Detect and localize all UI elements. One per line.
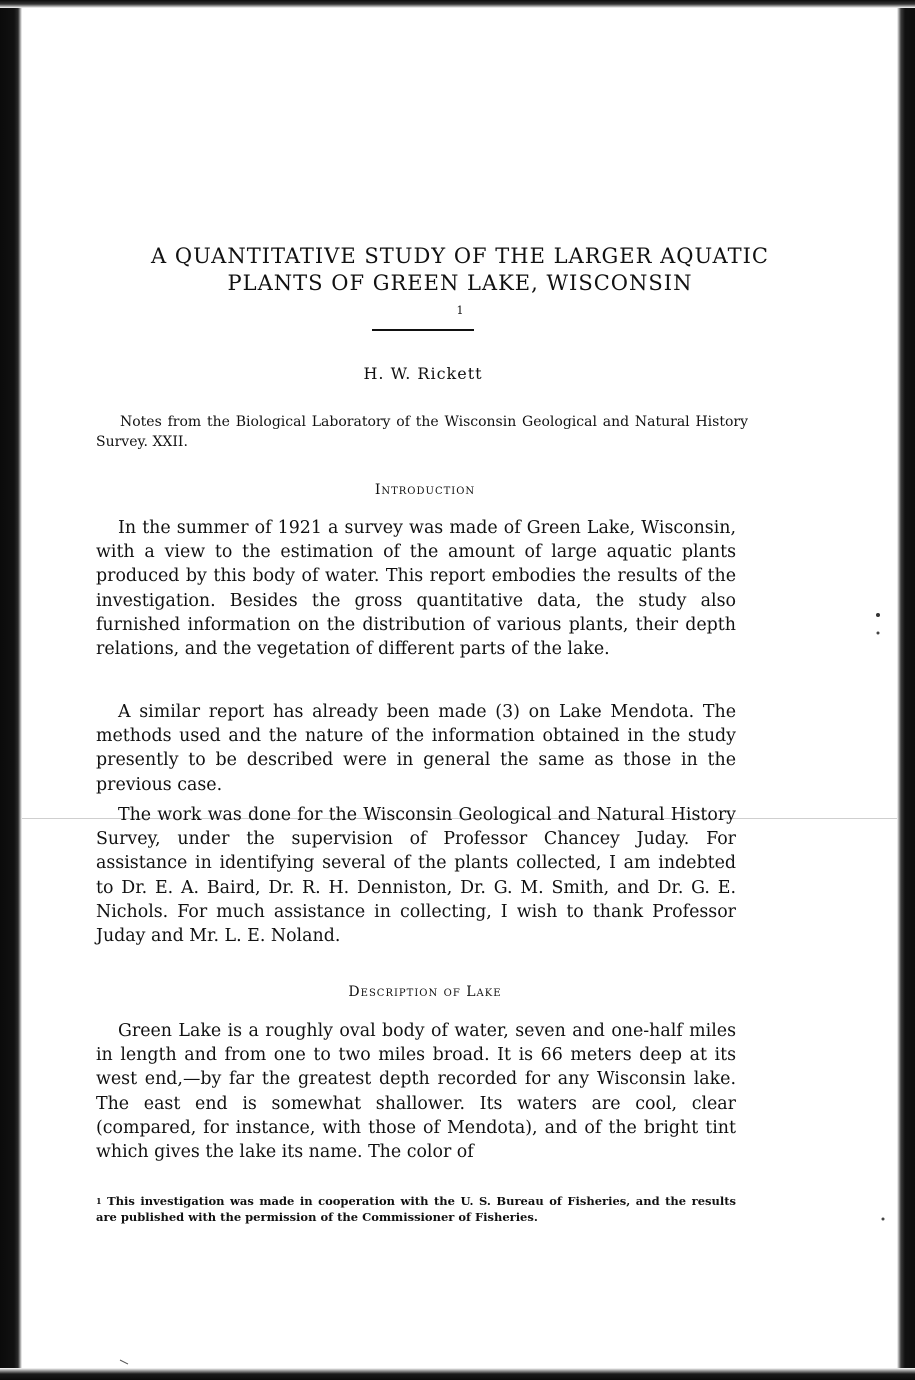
speck-3 [882, 1218, 885, 1221]
scan-edge-bottom [0, 1368, 915, 1380]
title-line-2-text: PLANTS OF GREEN LAKE, WISCONSIN [227, 271, 693, 295]
footnote-marker: 1 [96, 1196, 102, 1206]
description-paragraph-1-text: Green Lake is a roughly oval body of water, seven and one-half miles in length and from one to two miles broad. It is 66 meters deep at its west end,—by far the greatest depth recorded for any Wisconsin lake. The east end is somewhat shallower. Its waters are cool, clear (compared, for instance, with those of Mendota), and of the bright tint which gives the lake its name. The color of [96, 1021, 736, 1163]
intro-paragraph-1 [96, 516, 736, 661]
intro-paragraph-2 [96, 700, 736, 797]
footnote-text: This investigation was made in cooperation with the U. S. Bureau of Fisheries, and the results are published with the permission of the Commissioner of Fisheries. [96, 1194, 736, 1224]
description-paragraph-1 [96, 1019, 736, 1164]
section-heading-description: Description of Lake [348, 984, 502, 1000]
title-line-1: A QUANTITATIVE STUDY OF THE LARGER AQUATIC [151, 244, 769, 268]
intro-paragraph-2-text: A similar report has already been made (3) on Lake Mendota. The methods used and the nature of the information obtained in the study presently to be described were in general the same as those in the previous case. [96, 702, 736, 795]
title-line-2 [60, 270, 860, 324]
speck-4 [120, 1360, 128, 1364]
author-name: H. W. Rickett [363, 364, 483, 383]
intro-paragraph-3-text: The work was done for the Wisconsin Geological and Natural History Survey, under the supervision of Professor Chancey Juday. For assistance in identifying several of the plants collected, I am indebted to Dr. E. A. Baird, Dr. R. H. Denniston, Dr. G. M. Smith, and Dr. G. E. Nichols. For much assistance in collecting, I wish to thank Professor Juday and Mr. L. E. Noland. [96, 805, 736, 947]
title-divider [372, 329, 474, 331]
intro-paragraph-1-text: In the summer of 1921 a survey was made of Green Lake, Wisconsin, with a view to the estimation of the amount of large aquatic plants produced by this body of water. This report embodies the results of the investigation. Besides the gross quantitative data, the study also furnished information on the distribution of various plants, their depth relations, and the vegetation of different parts of the lake. [96, 518, 736, 660]
title-footnote-marker: 1 [456, 304, 464, 317]
scan-edge-right [897, 0, 915, 1380]
section-heading-introduction: Introduction [374, 482, 476, 498]
scan-edge-top [0, 0, 915, 8]
publication-note-text: Notes from the Biological Laboratory of the Wisconsin Geological and Natural History Survey. XXII. [96, 414, 748, 450]
footnote [96, 1193, 736, 1225]
article-title [60, 243, 860, 324]
publication-note [96, 412, 748, 452]
scan-edge-left [0, 0, 22, 1380]
speck-2 [877, 632, 880, 635]
speck-1 [876, 613, 880, 617]
intro-paragraph-3 [96, 803, 736, 948]
